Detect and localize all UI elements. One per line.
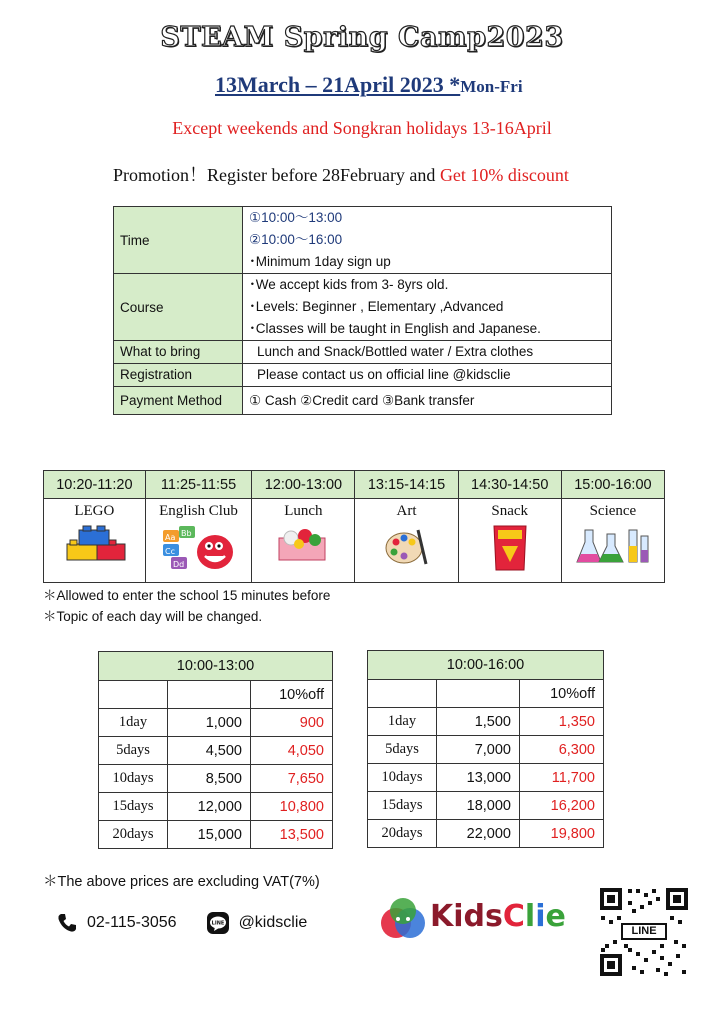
- blank-cell: [168, 681, 251, 709]
- price-table-full-day: [367, 650, 604, 848]
- info-table: [113, 206, 612, 415]
- bento-box-icon: [275, 524, 331, 564]
- days-cell: 5days: [368, 736, 437, 764]
- days-cell: 10days: [368, 764, 437, 792]
- weekdays-note: Mon-Fri: [460, 77, 523, 96]
- registration-label: Registration: [114, 364, 243, 387]
- blank-cell: [368, 680, 437, 708]
- course-line-1: ･We accept kids from 3- 8yrs old.: [249, 277, 449, 292]
- discount-price-cell: 4,050: [251, 737, 333, 765]
- discount-price-cell: 6,300: [520, 736, 604, 764]
- activity-label: English Club: [159, 503, 238, 519]
- discount-price-cell: 1,350: [520, 708, 604, 736]
- table-row: [368, 708, 604, 736]
- table-row: [368, 792, 604, 820]
- schedule-time: 12:00-13:00: [252, 471, 355, 499]
- activity-label: Snack: [491, 503, 529, 519]
- discount-price-cell: 13,500: [251, 821, 333, 849]
- blank-cell: [437, 680, 520, 708]
- days-cell: 20days: [368, 820, 437, 848]
- activity-label: Art: [396, 503, 417, 519]
- kidsclie-logo: [378, 893, 578, 947]
- discount-header: 10%off: [251, 681, 333, 709]
- registration-value: Please contact us on official line @kidsclie: [243, 364, 612, 387]
- days-cell: 10days: [99, 765, 168, 793]
- time-label: Time: [114, 207, 243, 274]
- days-cell: 15days: [99, 793, 168, 821]
- info-row-course: [114, 274, 612, 341]
- discount-price-cell: 19,800: [520, 820, 604, 848]
- qr-label: LINE: [621, 923, 667, 940]
- schedule-notes: [43, 585, 330, 627]
- price-cell: 1,500: [437, 708, 520, 736]
- activity-cell: [355, 499, 458, 583]
- time-slot-2: ②10:00～16:00: [249, 232, 343, 247]
- blank-cell: [99, 681, 168, 709]
- schedule-times-row: [44, 471, 665, 499]
- course-line-3: ･Classes will be taught in English and Japanese.: [249, 321, 541, 336]
- activity-cell: [252, 499, 355, 583]
- price-table-short-day: [98, 651, 333, 849]
- info-row-time: [114, 207, 612, 274]
- table-row: [99, 821, 333, 849]
- schedule-time: 14:30-14:50: [458, 471, 561, 499]
- line-id[interactable]: @kidsclie: [238, 914, 308, 931]
- course-label: Course: [114, 274, 243, 341]
- price-cell: 4,500: [168, 737, 251, 765]
- date-range: 13March – 21April 2023 *: [215, 72, 461, 97]
- activity-cell: [561, 499, 664, 583]
- schedule-activities-row: [44, 499, 665, 583]
- lab-flasks-icon: [575, 524, 651, 568]
- days-cell: 20days: [99, 821, 168, 849]
- page-title: STEAM Spring Camp2023: [160, 22, 564, 53]
- logo-emblem-icon: [378, 893, 428, 947]
- payment-label: Payment Method: [114, 387, 243, 415]
- schedule-time: 15:00-16:00: [561, 471, 664, 499]
- bring-label: What to bring: [114, 341, 243, 364]
- promotion-main: Promotion！Register before 28February and: [113, 165, 440, 185]
- days-cell: 1day: [368, 708, 437, 736]
- schedule-time: 13:15-14:15: [355, 471, 458, 499]
- bring-value: Lunch and Snack/Bottled water / Extra clothes: [243, 341, 612, 364]
- price-cell: 22,000: [437, 820, 520, 848]
- activity-label: Science: [589, 503, 637, 519]
- table-row: [368, 736, 604, 764]
- logo-text: KidsClie: [430, 899, 566, 934]
- price-table-heading: 10:00-13:00: [99, 652, 333, 681]
- price-cell: 8,500: [168, 765, 251, 793]
- activity-cell: [145, 499, 252, 583]
- line-qr-code[interactable]: [598, 886, 690, 978]
- price-cell: 12,000: [168, 793, 251, 821]
- info-row-payment: [114, 387, 612, 415]
- discount-price-cell: 7,650: [251, 765, 333, 793]
- phone-icon: [57, 913, 77, 933]
- discount-header: 10%off: [520, 680, 604, 708]
- days-cell: 1day: [99, 709, 168, 737]
- course-value: [243, 274, 612, 341]
- lego-bricks-icon: [61, 524, 127, 564]
- svg-text:LINE: LINE: [211, 920, 224, 927]
- price-cell: 13,000: [437, 764, 520, 792]
- time-value: [243, 207, 612, 274]
- activity-cell: [44, 499, 146, 583]
- info-row-registration: [114, 364, 612, 387]
- activity-cell: [458, 499, 561, 583]
- time-slot-1: ①10:00～13:00: [249, 210, 343, 225]
- vat-note: ＊The above prices are excluding VAT(7%): [43, 874, 320, 890]
- schedule-time: 11:25-11:55: [145, 471, 252, 499]
- price-cell: 7,000: [437, 736, 520, 764]
- price-cell: 15,000: [168, 821, 251, 849]
- discount-price-cell: 900: [251, 709, 333, 737]
- entry-note: ＊Allowed to enter the school 15 minutes before: [43, 588, 331, 603]
- table-row: [99, 737, 333, 765]
- activity-label: Lunch: [284, 503, 323, 519]
- days-cell: 5days: [99, 737, 168, 765]
- table-row: [368, 764, 604, 792]
- activity-label: LEGO: [74, 503, 115, 519]
- svg-text:Aa: Aa: [164, 533, 175, 542]
- paint-palette-icon: [382, 524, 432, 568]
- schedule-time: 10:20-11:20: [44, 471, 146, 499]
- camp-dates: [215, 72, 523, 98]
- svg-text:Cc: Cc: [164, 547, 175, 556]
- line-app-icon: [207, 912, 229, 934]
- price-cell: 1,000: [168, 709, 251, 737]
- svg-text:Bb: Bb: [180, 529, 192, 538]
- svg-text:Dd: Dd: [172, 560, 184, 569]
- price-cell: 18,000: [437, 792, 520, 820]
- contact-info: [57, 908, 307, 938]
- topic-note: ＊Topic of each day will be changed.: [43, 609, 263, 624]
- snack-bag-icon: [490, 524, 530, 572]
- holiday-note: Except weekends and Songkran holidays 13-16April: [172, 118, 552, 138]
- payment-value: ① Cash ②Credit card ③Bank transfer: [243, 387, 612, 415]
- discount-price-cell: 10,800: [251, 793, 333, 821]
- promotion-highlight: Get 10% discount: [439, 165, 569, 185]
- discount-price-cell: 16,200: [520, 792, 604, 820]
- info-row-bring: [114, 341, 612, 364]
- minimum-note: ･Minimum 1day sign up: [249, 254, 391, 269]
- price-table-heading: 10:00-16:00: [368, 651, 604, 680]
- table-row: [99, 709, 333, 737]
- daily-schedule-table: [43, 470, 665, 583]
- discount-price-cell: 11,700: [520, 764, 604, 792]
- table-row: [368, 820, 604, 848]
- table-row: [99, 793, 333, 821]
- course-line-2: ･Levels: Beginner , Elementary ,Advanced: [249, 299, 504, 314]
- days-cell: 15days: [368, 792, 437, 820]
- phone-number[interactable]: 02-115-3056: [87, 914, 177, 931]
- table-row: [99, 765, 333, 793]
- promotion-text: [113, 161, 569, 187]
- abc-blocks-icon: [159, 524, 239, 572]
